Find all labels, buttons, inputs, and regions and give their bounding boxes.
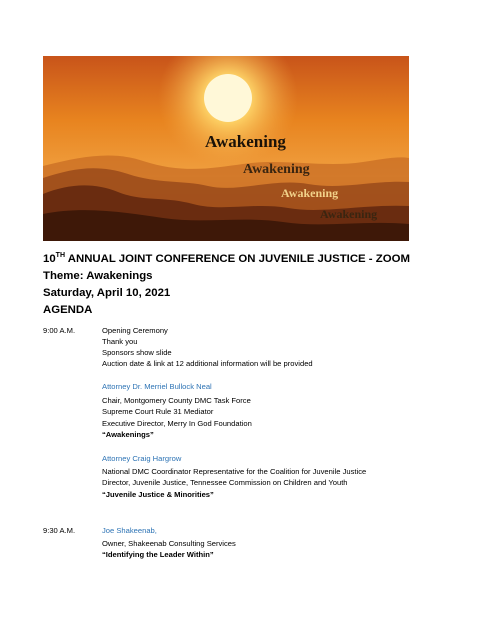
talk-title: “Awakenings”	[102, 430, 154, 439]
banner-word-awakening-1: Awakening	[205, 132, 286, 151]
banner-word-awakening-4: Awakening	[320, 207, 378, 221]
talk-title: “Identifying the Leader Within”	[102, 550, 214, 559]
agenda-item: Opening Ceremony	[102, 326, 168, 335]
session-time: 9:00 A.M.	[43, 326, 76, 335]
agenda-item: Thank you	[102, 337, 138, 346]
speaker-detail: Chair, Montgomery County DMC Task Force	[102, 396, 251, 405]
speaker-detail: Supreme Court Rule 31 Mediator	[102, 407, 214, 416]
speaker-detail: National DMC Coordinator Representative for the Coalition for Juvenile Justice	[102, 467, 367, 476]
talk-title: “Juvenile Justice & Minorities”	[102, 490, 214, 499]
speaker-detail: Owner, Shakeenab Consulting Services	[102, 539, 236, 548]
speaker-detail: Executive Director, Merry In God Foundation	[102, 419, 252, 428]
speaker-detail: Director, Juvenile Justice, Tennessee Commission on Children and Youth	[102, 478, 348, 487]
speaker-name: Attorney Craig Hargrow	[102, 454, 182, 463]
conference-date: Saturday, April 10, 2021	[43, 287, 171, 299]
speaker-name: Attorney Dr. Merriel Bullock Neal	[102, 382, 212, 391]
conference-theme: Theme: Awakenings	[43, 270, 153, 282]
banner-word-awakening-2: Awakening	[243, 162, 310, 177]
banner-word-awakening-3: Awakening	[281, 186, 339, 200]
agenda-item: Auction date & link at 12 additional information will be provided	[102, 359, 313, 368]
agenda-item: Sponsors show slide	[102, 348, 172, 357]
conference-title: 10TH ANNUAL JOINT CONFERENCE ON JUVENILE JUSTICE - ZOOM	[43, 252, 410, 265]
sunset-banner-image	[43, 56, 409, 241]
agenda-heading: AGENDA	[43, 304, 93, 316]
speaker-name: Joe Shakeenab,	[102, 526, 157, 535]
session-time: 9:30 A.M.	[43, 526, 76, 535]
